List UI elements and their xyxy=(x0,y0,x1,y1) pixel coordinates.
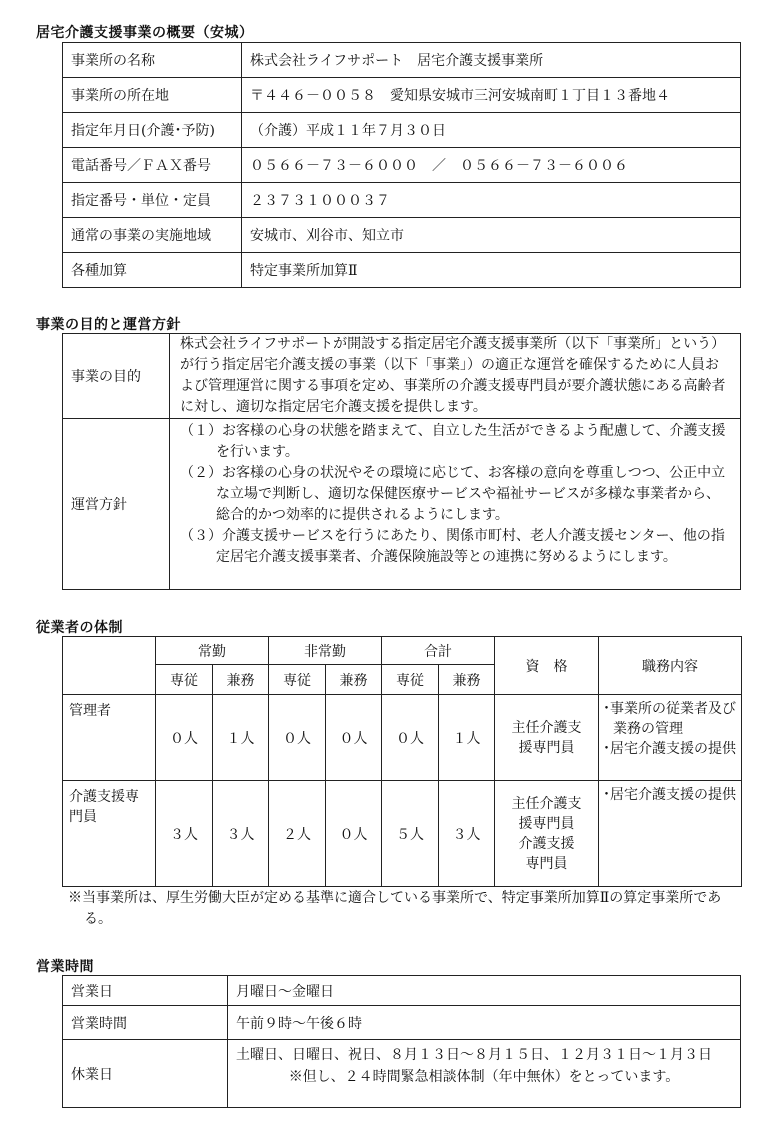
table-row xyxy=(63,78,741,113)
row-label: 休業日 xyxy=(63,1040,228,1108)
table-row xyxy=(63,976,741,1006)
row-label: 各種加算 xyxy=(63,253,242,288)
policy-item: （１）お客様の心身の状態を踏まえて、自立した生活ができるよう配慮して、介護支援を行います。 xyxy=(180,423,726,460)
row-value: ０５６６－７３－６０００ ／ ０５６６－７３－６００６ xyxy=(242,148,741,183)
table-row xyxy=(63,148,741,183)
qual-line: 主任介護支 xyxy=(511,795,582,812)
group-header: 非常勤 xyxy=(269,637,382,665)
count-cell: ３人 xyxy=(156,781,213,887)
sub-header: 兼務 xyxy=(326,665,382,695)
count-cell: １人 xyxy=(439,695,495,781)
qual-cell xyxy=(495,781,599,887)
row-label: 事業所の所在地 xyxy=(63,78,242,113)
row-value: 株式会社ライフサポート 居宅介護支援事業所 xyxy=(242,43,741,78)
staff-table xyxy=(62,636,742,887)
sub-header: 専従 xyxy=(156,665,213,695)
row-label: 電話番号／ＦＡＸ番号 xyxy=(63,148,242,183)
table-row xyxy=(63,1040,741,1108)
sub-header: 兼務 xyxy=(439,665,495,695)
staff-note-text: ※当事業所は、厚生労働大臣が定める基準に適合している事業所で、特定事業所加算Ⅱの算定事業所である。 xyxy=(68,890,722,927)
sub-header: 兼務 xyxy=(213,665,269,695)
hours-table xyxy=(62,975,741,1108)
sub-header: 専従 xyxy=(269,665,326,695)
row-value: 午前９時～午後６時 xyxy=(228,1006,741,1040)
qual-line: 援専門員 xyxy=(518,739,575,756)
job-item: ･事業所の従業者及び業務の管理 xyxy=(603,701,736,737)
row-value: ２３７３１０００３７ xyxy=(242,183,741,218)
row-label: 通常の事業の実施地域 xyxy=(63,218,242,253)
purpose-text: 株式会社ライフサポートが開設する指定居宅介護支援事業所（以下「事業所」という）が行う指定居宅介護支援の事業（以下「事業」）の適正な運営を確保するために人員および管理運営に関する事項を定め、事業所の介護支援専門員が要介護状態にある高齢者に対し、適切な指定居宅介護支援を提供します。 xyxy=(170,334,741,419)
table-row xyxy=(63,253,741,288)
count-cell: １人 xyxy=(213,695,269,781)
row-label: 営業時間 xyxy=(63,1006,228,1040)
job-cell xyxy=(599,695,742,781)
count-cell: ０人 xyxy=(382,695,439,781)
table-row xyxy=(63,637,742,665)
table-row xyxy=(63,419,741,590)
job-header: 職務内容 xyxy=(599,637,742,695)
group-header: 常勤 xyxy=(156,637,269,665)
purpose-label: 事業の目的 xyxy=(63,334,170,419)
qual-line: 援専門員 xyxy=(518,815,575,832)
policy-list xyxy=(170,419,741,590)
table-row xyxy=(63,695,742,781)
count-cell: ３人 xyxy=(213,781,269,887)
qual-line: 介護支援 xyxy=(518,835,575,852)
table-row xyxy=(63,334,741,419)
closed-days-note: ※但し、２４時間緊急相談体制（年中無休）をとっています。 xyxy=(288,1069,680,1085)
job-item: ･居宅介護支援の提供 xyxy=(603,787,736,803)
count-cell: ０人 xyxy=(326,695,382,781)
job-item: ･居宅介護支援の提供 xyxy=(603,741,736,757)
row-value: 〒４４６－００５８ 愛知県安城市三河安城南町１丁目１３番地４ xyxy=(242,78,741,113)
policy-label: 運営方針 xyxy=(63,419,170,590)
closed-days: 土曜日、日曜日、祝日、８月１３日～８月１５日、１２月３１日～１月３日 xyxy=(236,1047,712,1063)
table-row xyxy=(63,218,741,253)
row-value: 月曜日～金曜日 xyxy=(228,976,741,1006)
count-cell: ５人 xyxy=(382,781,439,887)
policy-item: （２）お客様の心身の状況やその環境に応じて、お客様の意向を尊重しつつ、公正中立な立場で判断し、適切な保健医療サービスや福祉サービスが多様な事業者から、総合的かつ効率的に提供されるようにします。 xyxy=(180,465,726,523)
group-header: 合計 xyxy=(382,637,495,665)
table-row xyxy=(63,1006,741,1040)
staff-note xyxy=(64,888,744,930)
purpose-title: 事業の目的と運営方針 xyxy=(36,317,181,333)
row-label: 営業日 xyxy=(63,976,228,1006)
qual-line: 専門員 xyxy=(525,855,568,872)
overview-table xyxy=(62,42,741,288)
count-cell: ３人 xyxy=(439,781,495,887)
job-cell xyxy=(599,781,742,887)
purpose-table xyxy=(62,333,741,590)
table-row xyxy=(63,113,741,148)
qual-cell xyxy=(495,695,599,781)
table-row xyxy=(63,183,741,218)
staff-title: 従業者の体制 xyxy=(36,620,123,636)
count-cell: ０人 xyxy=(326,781,382,887)
row-value: 特定事業所加算Ⅱ xyxy=(242,253,741,288)
row-value: （介護）平成１１年７月３０日 xyxy=(242,113,741,148)
sub-header: 専従 xyxy=(382,665,439,695)
row-value: 安城市、刈谷市、知立市 xyxy=(242,218,741,253)
overview-title: 居宅介護支援事業の概要（安城） xyxy=(36,25,254,41)
role-cell: 介護支援専門員 xyxy=(63,781,156,887)
count-cell: ０人 xyxy=(269,695,326,781)
hours-title: 営業時間 xyxy=(36,959,94,975)
table-row xyxy=(63,43,741,78)
row-label: 事業所の名称 xyxy=(63,43,242,78)
role-cell: 管理者 xyxy=(63,695,156,781)
count-cell: ０人 xyxy=(156,695,213,781)
qual-header: 資 格 xyxy=(495,637,599,695)
qual-line: 主任介護支 xyxy=(511,719,582,736)
row-value xyxy=(228,1040,741,1108)
count-cell: ２人 xyxy=(269,781,326,887)
policy-item: （３）介護支援サービスを行うにあたり、関係市町村、老人介護支援センター、他の指定居宅介護支援事業者、介護保険施設等との連携に努めるようにします。 xyxy=(180,528,725,565)
row-label: 指定年月日(介護･予防) xyxy=(63,113,242,148)
table-row xyxy=(63,781,742,887)
corner-cell xyxy=(63,637,156,695)
row-label: 指定番号・単位・定員 xyxy=(63,183,242,218)
